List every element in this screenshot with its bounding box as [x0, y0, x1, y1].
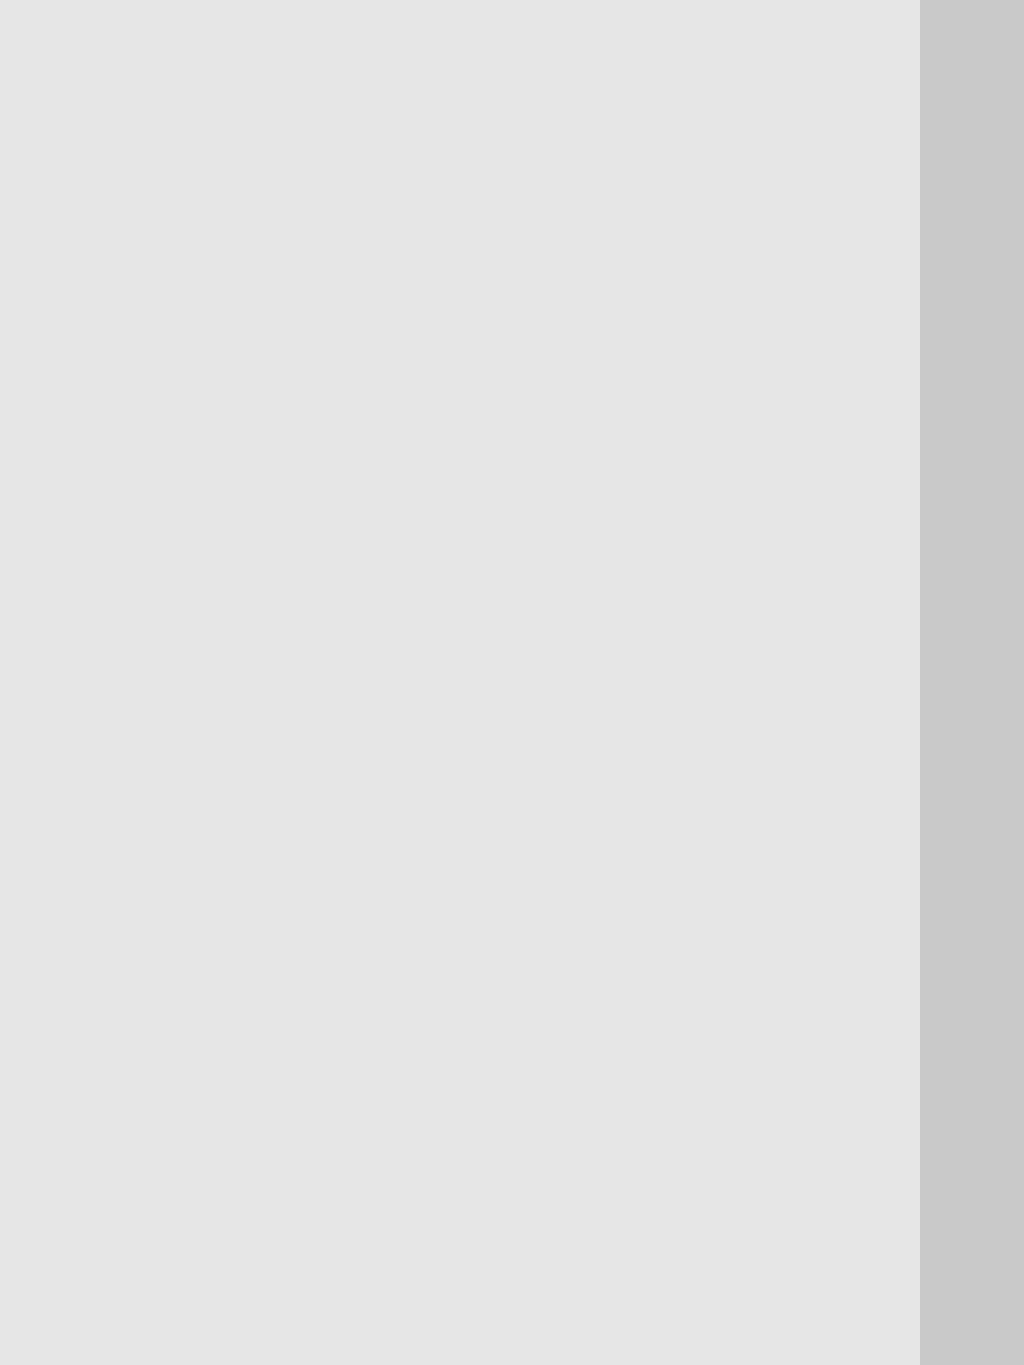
adjacent-page [920, 0, 1024, 1365]
